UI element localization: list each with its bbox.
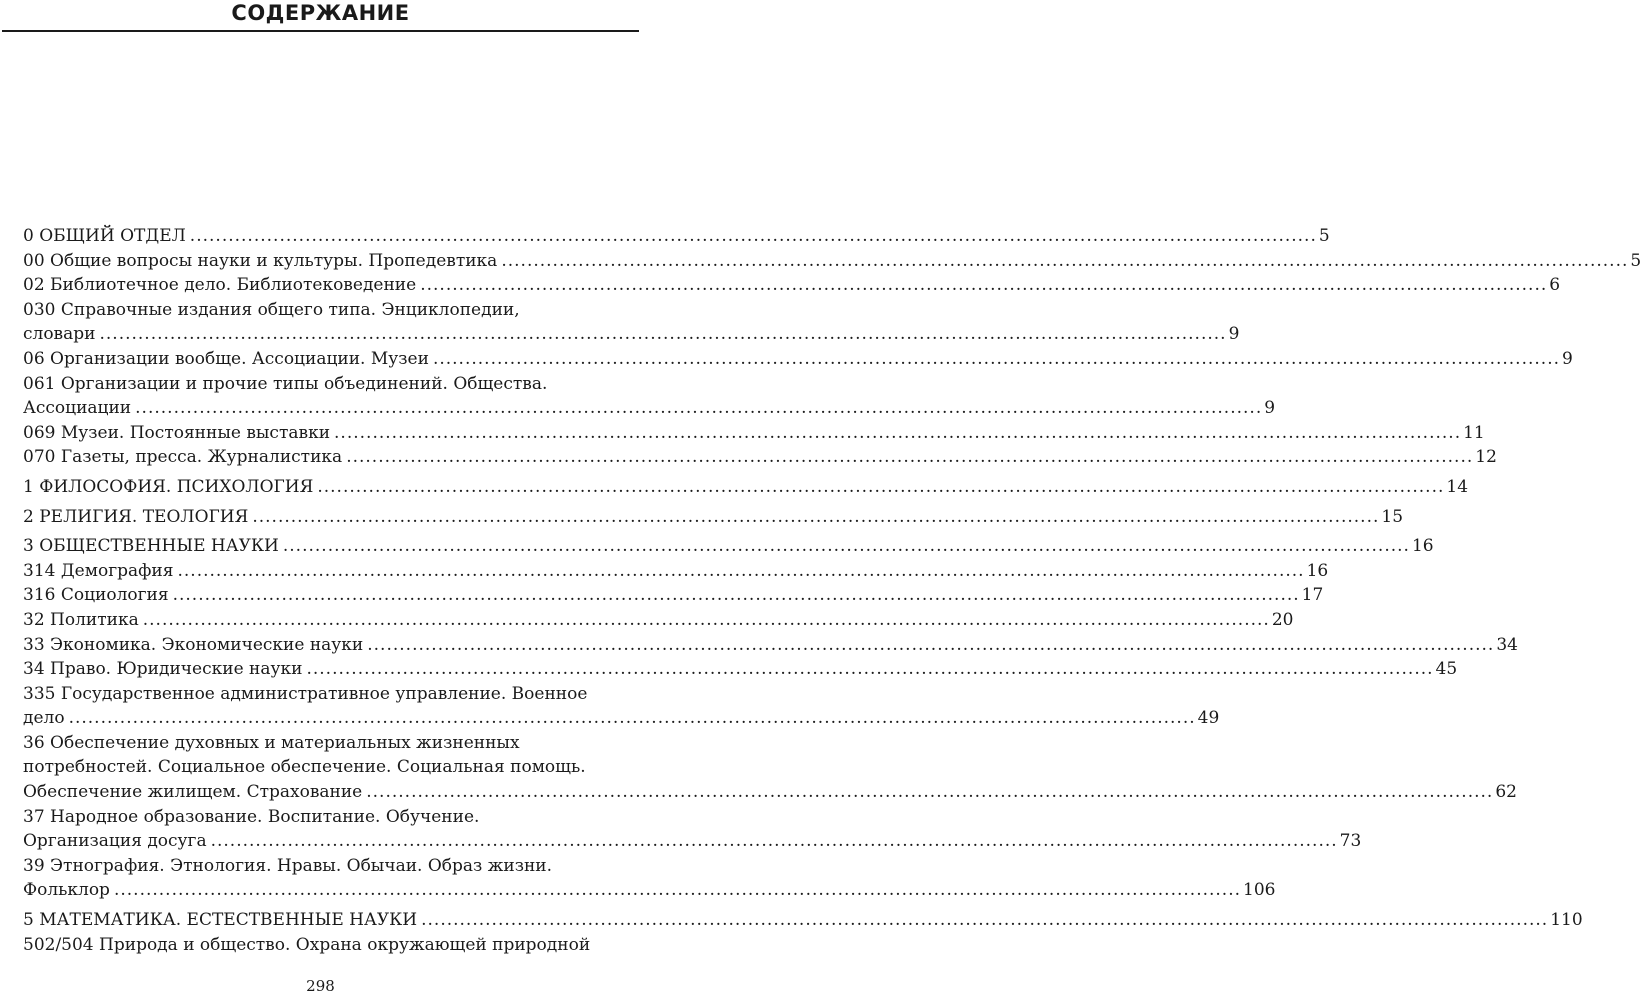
toc-entry-text-line: 502/504 Природа и общество. Охрана окружающей природной (23, 934, 591, 955)
dot-leader (173, 583, 1300, 608)
toc-entry-last-line (23, 657, 1458, 682)
toc-entry-title: 1 ФИЛОСОФИЯ. ПСИХОЛОГИЯ (23, 476, 314, 497)
toc-entry (23, 657, 1458, 682)
toc-entry-title: словари (23, 324, 96, 345)
toc-entry-text-line: потребностей. Социальное обеспечение. Социальная помощь. (23, 757, 586, 778)
toc-entry-page: 17 (1301, 585, 1324, 606)
toc-entry-page: 34 (1496, 634, 1518, 655)
toc-entry-text-line: 37 Народное образование. Воспитание. Обучение. (23, 806, 480, 827)
page-title: СОДЕРЖАНИЕ (231, 1, 410, 25)
toc-entry-page: 11 (1463, 422, 1485, 443)
toc-entry-title: Ассоциации (23, 398, 132, 419)
dot-leader (211, 829, 1338, 854)
toc-entry-title: 314 Демография (23, 560, 174, 581)
toc-entry-text-line: 36 Обеспечение духовных и материальных жизненных (23, 732, 520, 753)
toc-entry (23, 633, 1518, 658)
dot-leader (252, 505, 1379, 530)
toc-entry-title: 316 Социология (23, 585, 169, 606)
toc-entry-page: 20 (1271, 609, 1294, 630)
toc-entry-text-line: 061 Организации и прочие типы объединений. Общества. (23, 373, 548, 394)
toc-entry (23, 805, 1362, 854)
dot-leader (143, 608, 1270, 633)
dot-leader (283, 534, 1410, 559)
toc-entry (23, 273, 1561, 298)
dot-leader (114, 878, 1241, 903)
toc-entry-page: 9 (1562, 348, 1573, 369)
toc-entry-last-line (23, 706, 1220, 731)
toc-entry-title: 06 Организации вообще. Ассоциации. Музеи (23, 348, 429, 369)
toc-entry-page: 16 (1411, 536, 1434, 557)
toc-entry-last-line (23, 878, 1276, 903)
dot-leader (306, 657, 1433, 682)
toc-entry-last-line (23, 475, 1469, 500)
toc-entry (23, 854, 1276, 903)
dot-leader (135, 396, 1262, 421)
toc-entry-last-line (23, 583, 1324, 608)
toc-entry (23, 583, 1324, 608)
toc-entry (23, 372, 1276, 421)
toc-entry-page: 5 (1630, 250, 1641, 271)
toc-entry-title: 33 Экономика. Экономические науки (23, 634, 364, 655)
toc-entry (23, 682, 1220, 731)
toc-entry (23, 224, 1330, 249)
toc-entry-title: 069 Музеи. Постоянные выставки (23, 422, 331, 443)
toc-entry-title: 3 ОБЩЕСТВЕННЫЕ НАУКИ (23, 536, 279, 557)
toc-entry-title: 32 Политика (23, 609, 139, 630)
toc-entry (23, 559, 1329, 584)
toc-entry-title: 5 МАТЕМАТИКА. ЕСТЕСТВЕННЫЕ НАУКИ (23, 910, 418, 931)
toc-entry-last-line (23, 608, 1294, 633)
toc-entry-last-line (23, 559, 1329, 584)
toc-entry-title: 00 Общие вопросы науки и культуры. Пропедевтика (23, 250, 498, 271)
toc-entry (23, 505, 1404, 530)
dot-leader (99, 322, 1226, 347)
toc-entry-page: 9 (1228, 324, 1240, 345)
toc-entry-page: 9 (1264, 398, 1276, 419)
toc-entry-last-line (23, 224, 1330, 249)
toc-entry-page: 73 (1339, 831, 1362, 852)
toc-entry (23, 475, 1469, 500)
toc-entry-page: 62 (1495, 782, 1517, 803)
toc-entry (23, 298, 1240, 347)
toc-entry-title: 34 Право. Юридические науки (23, 659, 303, 680)
toc-entry-text-line: 335 Государственное административное управление. Военное (23, 683, 588, 704)
toc-entry-last-line (23, 829, 1362, 854)
toc-entry-last-line (23, 445, 1497, 470)
toc-entry (23, 249, 1641, 274)
toc-entry (23, 534, 1434, 559)
toc-entry (23, 445, 1497, 470)
toc-entry-page: 110 (1550, 910, 1583, 931)
toc-entry-title: 0 ОБЩИЙ ОТДЕЛ (23, 226, 186, 246)
toc-entry-last-line (23, 347, 1573, 372)
dot-leader (190, 224, 1317, 249)
toc-entry (23, 908, 1583, 933)
dot-leader (433, 347, 1560, 372)
toc-entry-last-line (23, 322, 1240, 347)
dot-leader (346, 445, 1473, 470)
toc-entry-title: 2 РЕЛИГИЯ. ТЕОЛОГИЯ (23, 506, 249, 527)
toc-entry-title: Обеспечение жилищем. Страхование (23, 782, 363, 803)
toc-entry-last-line (23, 421, 1485, 446)
toc-entry (23, 933, 615, 958)
page-number: 298 (306, 977, 335, 995)
toc-entry-page: 16 (1306, 560, 1329, 581)
toc-entry (23, 731, 1517, 805)
dot-leader (367, 633, 1494, 658)
toc-entry-last-line (23, 633, 1518, 658)
toc-entry-last-line (23, 505, 1404, 530)
toc-entry-page: 15 (1381, 506, 1404, 527)
dot-leader (501, 249, 1628, 274)
toc-entry-last-line (23, 249, 1641, 274)
toc-entry-last-line (23, 396, 1276, 421)
toc-entry-title: 02 Библиотечное дело. Библиотековедение (23, 275, 417, 296)
toc-entry-title: дело (23, 708, 65, 729)
toc-entry-page: 6 (1549, 275, 1561, 296)
toc-entry-last-line (23, 908, 1583, 933)
dot-leader (420, 273, 1547, 298)
toc-entry (23, 347, 1573, 372)
title-underline (2, 30, 639, 32)
toc-entry-page: 106 (1243, 880, 1276, 901)
toc-entry (23, 608, 1294, 633)
toc-entry-page: 5 (1318, 226, 1330, 246)
toc-entry (23, 421, 1485, 446)
toc-entry-last-line (23, 273, 1561, 298)
dot-leader (334, 421, 1461, 446)
toc-entry-page: 14 (1446, 476, 1469, 497)
toc-entry-title: Фольклор (23, 880, 110, 901)
toc-entry-page: 45 (1435, 659, 1458, 680)
toc-entry-last-line (23, 780, 1517, 805)
dot-leader (69, 706, 1196, 731)
dot-leader (421, 908, 1548, 933)
dot-leader (366, 780, 1493, 805)
toc-entry-title: Организация досуга (23, 831, 207, 852)
toc-entry-page: 49 (1197, 708, 1220, 729)
table-of-contents (23, 224, 1641, 957)
toc-entry-text-line: 030 Справочные издания общего типа. Энциклопедии, (23, 299, 520, 320)
dot-leader (317, 475, 1444, 500)
toc-entry-last-line (23, 534, 1434, 559)
toc-entry-text-line: 39 Этнография. Этнология. Нравы. Обычаи. Образ жизни. (23, 855, 553, 876)
dot-leader (177, 559, 1304, 584)
toc-entry-page: 12 (1475, 447, 1497, 468)
toc-entry-title: 070 Газеты, пресса. Журналистика (23, 447, 343, 468)
